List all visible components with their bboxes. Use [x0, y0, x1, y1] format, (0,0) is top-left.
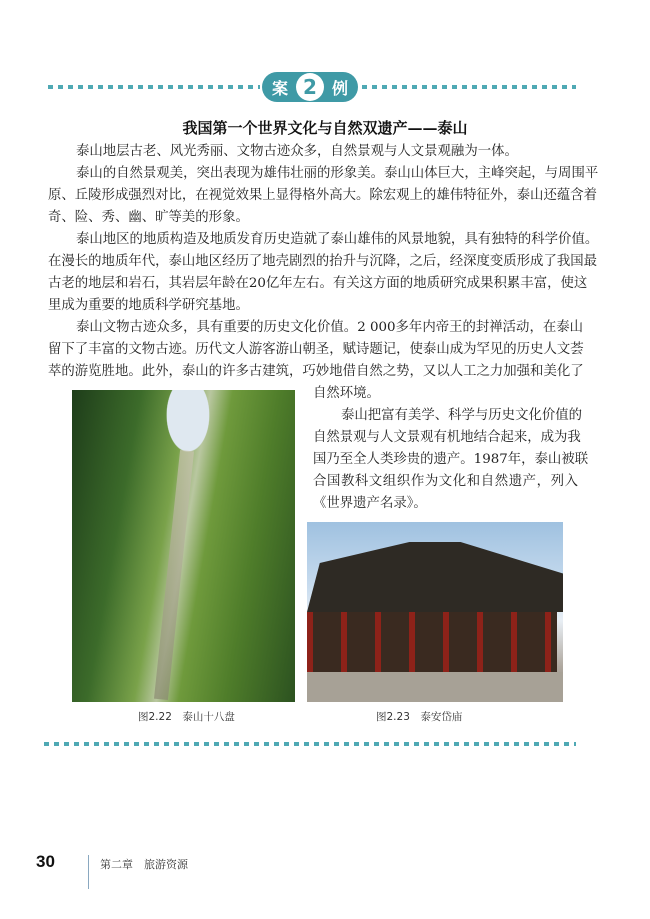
paragraph-line: 萃的游览胜地。此外，泰山的许多古建筑，巧妙地借自然之势，又以人工之力加强和美化了	[48, 364, 584, 379]
paragraph-line: 泰山的自然景观美，突出表现为雄伟壮丽的形象美。泰山山体巨大，主峰突起，与周围平	[76, 166, 599, 181]
paragraph-line: 国乃至全人类珍贵的遗产。1987年，泰山被联	[313, 452, 589, 467]
paragraph-line: 《世界遗产名录》。	[313, 496, 427, 511]
paragraph-line: 奇、险、秀、幽、旷等美的形象。	[48, 210, 249, 225]
paragraph-line: 泰山文物古迹众多，具有重要的历史文化价值。2 000多年内帝王的封禅活动，在泰山	[76, 320, 584, 335]
photo-taishan-eighteen-bends	[72, 390, 295, 702]
paragraph-line: 原、丘陵形成强烈对比，在视觉效果上显得格外高大。除宏观上的雄伟特征外，泰山还蕴含着	[48, 188, 598, 203]
paragraph-line: 泰山地区的地质构造及地质发育历史造就了泰山雄伟的风景地貌，具有独特的科学价值。	[76, 232, 599, 247]
case-title: 我国第一个世界文化与自然双遗产——泰山	[182, 119, 468, 137]
paragraph-line: 在漫长的地质年代，泰山地区经历了地壳剧烈的抬升与沉降，之后，经深度变质形成了我国最	[48, 254, 598, 269]
footer-divider	[88, 855, 89, 889]
case-badge	[262, 72, 358, 102]
figure-caption: 图2.23 泰安岱庙	[376, 711, 463, 723]
chapter-title: 第二章 旅游资源	[100, 858, 188, 871]
figure-caption: 图2.22 泰山十八盘	[138, 711, 235, 723]
paragraph-line: 自然景观与人文景观有机地结合起来，成为我	[313, 430, 581, 445]
photo-dai-temple	[307, 522, 563, 702]
badge-right: 例	[331, 78, 348, 98]
dotted-divider-bottom	[44, 742, 576, 746]
paragraph-line: 古老的地层和岩石，其岩层年龄在20亿年左右。有关这方面的地质研究成果积累丰富，使这	[48, 276, 588, 291]
page-number: 30	[36, 852, 55, 871]
dotted-divider-right	[362, 85, 576, 89]
badge-left: 案	[272, 78, 289, 98]
paragraph-line: 泰山地层古老、风光秀丽、文物古迹众多，自然景观与人文景观融为一体。	[76, 144, 518, 159]
paragraph-line: 里成为重要的地质科学研究基地。	[48, 298, 249, 313]
paragraph-line: 留下了丰富的文物古迹。历代文人游客游山朝圣，赋诗题记，使泰山成为罕见的历史人文荟	[48, 342, 584, 357]
paragraph-line: 泰山把富有美学、科学与历史文化价值的	[341, 408, 583, 423]
dotted-divider-left	[48, 85, 260, 89]
paragraph-line: 合国教科文组织作为文化和自然遗产，列入	[313, 474, 578, 489]
paragraph-line: 自然环境。	[313, 386, 380, 401]
badge-number: 2	[296, 73, 324, 101]
